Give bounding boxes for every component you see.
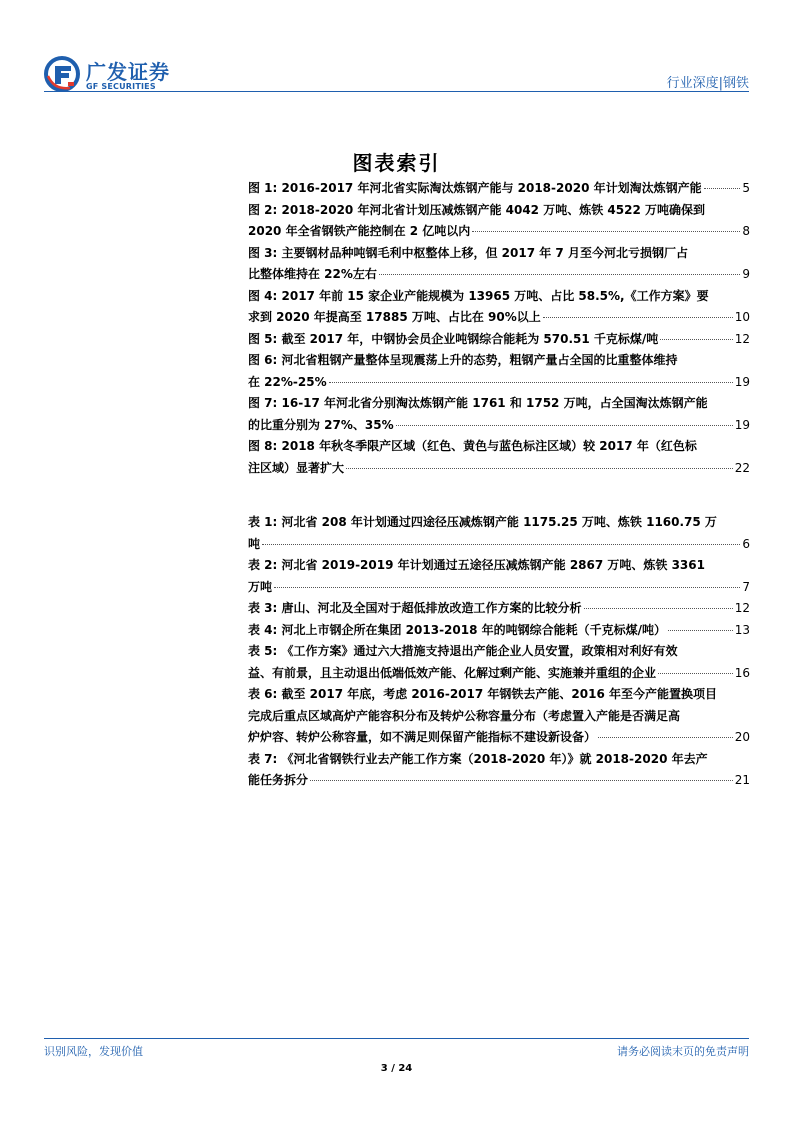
dot-leader [543,317,733,318]
table-index-entry-last-line [248,727,750,749]
table-index-list [248,512,750,792]
dot-leader [584,608,733,609]
figure-index-entry[interactable] [248,436,750,479]
page-title: 图表索引 [352,151,441,175]
figure-index-list [248,178,750,479]
figure-index-entry[interactable] [248,286,750,329]
figure-index-page-number: 19 [734,374,750,389]
figure-index-entry-last-line [248,458,750,480]
table-index-entry-text: 表 4: 河北上市钢企所在集团 2013-2018 年的吨钢综合能耗（千克标煤/吨） [248,622,667,637]
table-index-page-number: 21 [734,773,750,787]
gf-logo-icon [44,56,80,92]
figure-index-entry-text: 2020 年全省钢铁产能控制在 2 亿吨以内 [248,224,471,238]
figure-index-entry-text: 求到 2020 年提高至 17885 万吨、占比在 90%以上 [248,310,541,324]
figure-index-entry[interactable] [248,350,750,393]
table-index-entry-text: 表 5: 《工作方案》通过六大措施支持退出产能企业人员安置，政策相对利好有效 [248,644,678,658]
figure-index-entry-text: 在 22%-25% [248,374,327,389]
logo-text-en: GF SECURITIES [86,82,156,91]
dot-leader [660,339,732,340]
figure-index-entry-text: 图 2: 2018-2020 年河北省计划压减炼钢产能 4042 万吨、炼铁 4522 万吨确保到 [248,202,705,217]
dot-leader [379,274,740,275]
figure-index-entry-text: 图 8: 2018 年秋冬季限产区域（红色、黄色与蓝色标注区域）较 2017 年（红色标 [248,439,697,453]
figure-index-entry[interactable] [248,393,750,436]
figure-index-page-number: 8 [742,224,750,238]
figure-index-entry-text: 图 3: 主要钢材品种吨钢毛利中枢整体上移，但 2017 年 7 月至今河北亏损钢厂占 [248,245,688,260]
logo-text-cn: 广发证券 [86,60,170,84]
table-index-entry-last-line [248,577,750,599]
table-index-entry[interactable] [248,512,750,555]
dot-leader [598,737,733,738]
table-index-entry[interactable] [248,555,750,598]
report-category: 行业深度|钢铁 [666,76,749,91]
table-index-entry[interactable] [248,641,750,684]
table-index-entry-text: 完成后重点区域高炉产能容积分布及转炉公称容量分布（考虑置入产能是否满足高 [248,708,681,723]
table-index-entry-text: 表 1: 河北省 208 年计划通过四途径压减炼钢产能 1175.25 万吨、炼铁 1160.75 万 [248,515,717,529]
figure-index-page-number: 19 [734,417,750,432]
table-index-page-number: 13 [734,622,750,637]
figure-index-entry-last-line [248,178,750,200]
table-index-entry-last-line [248,770,750,792]
figure-index-page-number: 9 [742,267,750,281]
figure-index-entry-text: 比整体维持在 22%左右 [248,267,377,281]
table-index-entry-text: 表 2: 河北省 2019-2019 年计划通过五途径压减炼钢产能 2867 万吨、炼铁 3361 [248,558,705,572]
dot-leader [262,544,740,545]
table-index-entry[interactable] [248,620,750,642]
page-header [0,0,793,95]
table-index-page-number: 12 [734,601,750,615]
dot-leader [346,468,733,469]
company-logo [44,56,174,94]
table-index-entry-text: 炉炉容、转炉公称容量，如不满足则保留产能指标不建设新设备） [248,730,597,744]
figure-index-page-number: 10 [734,310,750,324]
header-divider [44,91,749,92]
table-index-entry-text: 万吨 [248,579,273,594]
figure-index-entry-last-line [248,307,750,329]
figure-index-entry-last-line [248,372,750,394]
dot-leader [396,425,733,426]
figure-index-page-number: 5 [742,181,750,195]
figure-index-entry[interactable] [248,178,750,200]
figure-index-entry-last-line [248,329,750,351]
figure-index-entry-text: 图 6: 河北省粗钢产量整体呈现震荡上升的态势，粗钢产量占全国的比重整体维持 [248,353,678,367]
dot-leader [472,231,740,232]
footer-slogan: 识别风险，发现价值 [44,1045,143,1058]
table-index-entry-text: 能任务拆分 [248,773,309,787]
dot-leader [658,673,733,674]
figure-index-entry-last-line [248,264,750,286]
table-index-entry-text: 表 6: 截至 2017 年底，考虑 2016-2017 年钢铁去产能、2016 年至今产能置换项目 [248,687,717,701]
dot-leader [329,382,733,383]
figure-index-entry-text: 注区域）显著扩大 [248,460,345,475]
table-index-page-number: 16 [734,665,750,680]
figure-index-entry-text: 图 7: 16-17 年河北省分别淘汰炼钢产能 1761 和 1752 万吨，占全国淘汰炼钢产能 [248,396,708,410]
table-index-entry[interactable] [248,598,750,620]
table-index-entry[interactable] [248,749,750,792]
figure-index-entry[interactable] [248,243,750,286]
figure-index-entry-last-line [248,415,750,437]
table-index-page-number: 6 [742,536,750,551]
table-index-entry-text: 吨 [248,536,261,551]
table-index-page-number: 20 [734,730,750,744]
table-index-entry-text: 益、有前景，且主动退出低端低效产能、化解过剩产能、实施兼并重组的企业 [248,665,657,680]
dot-leader [704,188,741,189]
page-number: 3 / 24 [380,1063,413,1074]
table-index-page-number: 7 [742,579,750,594]
table-index-entry-last-line [248,598,750,620]
figure-index-entry-text: 图 5: 截至 2017 年，中钢协会员企业吨钢综合能耗为 570.51 千克标煤/吨 [248,331,659,346]
figure-index-entry-text: 图 1: 2016-2017 年河北省实际淘汰炼钢产能与 2018-2020 年计划淘汰炼钢产能 [248,181,702,195]
table-index-entry-last-line [248,663,750,685]
table-index-entry[interactable] [248,684,750,749]
figure-index-page-number: 12 [734,331,750,346]
figure-index-entry-text: 图 4: 2017 年前 15 家企业产能规模为 13965 万吨、占比 58.5%,《工作方案》要 [248,288,709,303]
figure-index-entry[interactable] [248,329,750,351]
figure-index-entry[interactable] [248,200,750,243]
dot-leader [274,587,740,588]
table-index-entry-text: 表 7: 《河北省钢铁行业去产能工作方案（2018-2020 年）》就 2018-2020 年去产 [248,751,708,766]
figure-index-entry-text: 的比重分别为 27%、35% [248,417,394,432]
footer-divider [44,1038,749,1039]
table-index-entry-text: 表 3: 唐山、河北及全国对于超低排放改造工作方案的比较分析 [248,601,582,615]
figure-index-page-number: 22 [734,460,750,475]
dot-leader [668,630,733,631]
table-index-entry-last-line [248,620,750,642]
table-index-entry-last-line [248,534,750,556]
figure-index-entry-last-line [248,221,750,243]
dot-leader [310,780,733,781]
footer-disclaimer: 请务必阅读末页的免责声明 [617,1045,749,1058]
